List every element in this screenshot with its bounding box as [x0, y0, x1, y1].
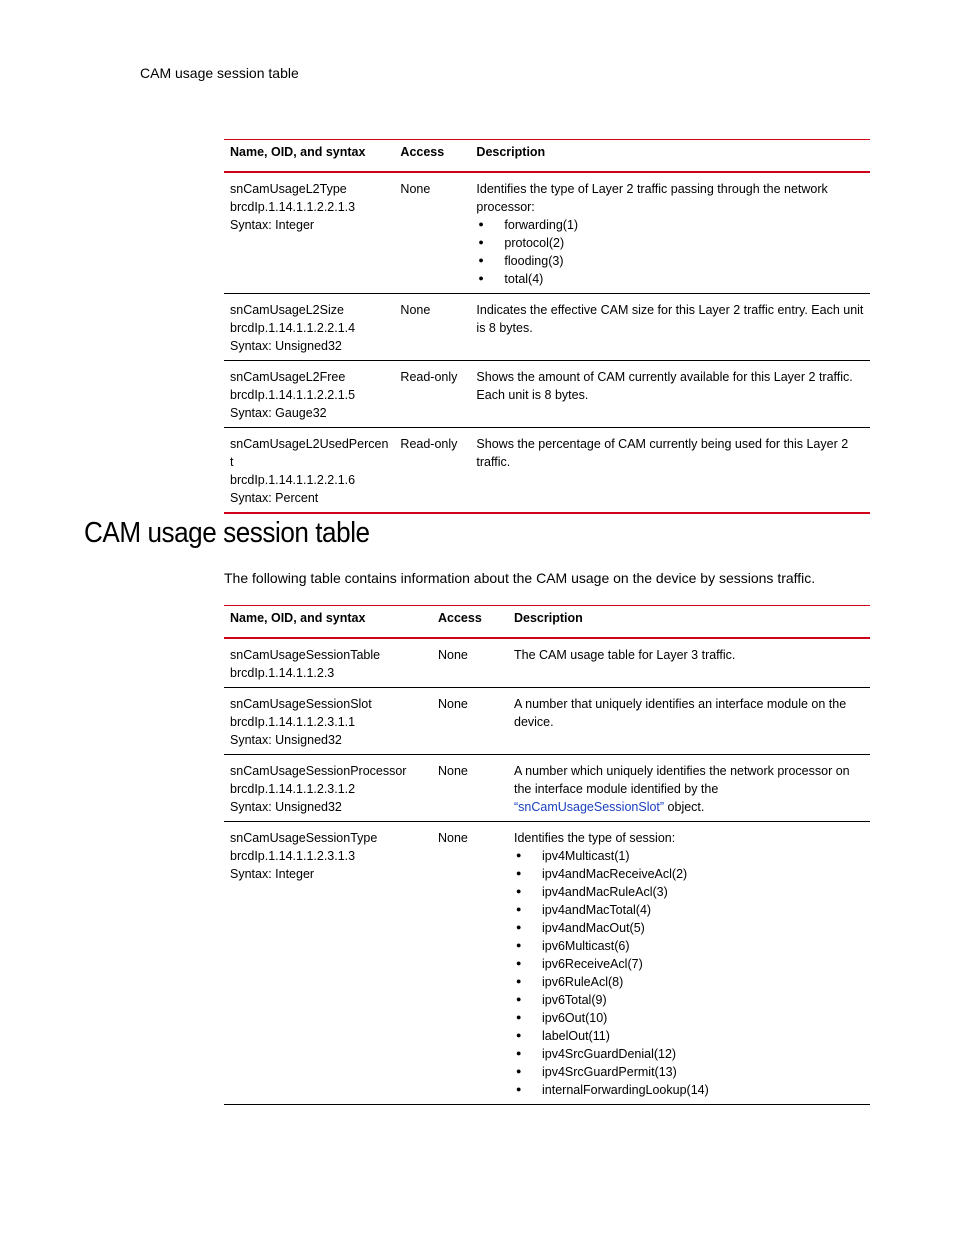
description-cell: The CAM usage table for Layer 3 traffic.	[514, 648, 736, 662]
object-syntax: Syntax: Unsigned32	[230, 339, 342, 353]
object-oid: brcdIp.1.14.1.1.2.3	[230, 666, 335, 680]
list-item: ● total(4)	[476, 270, 864, 288]
access-cell: Read-only	[400, 370, 458, 384]
list-item: ● ipv4andMacTotal(4)	[514, 901, 864, 919]
access-cell: None	[400, 182, 431, 196]
column-header-name: Name, OID, and syntax	[230, 145, 366, 159]
description-text-tail: object.	[664, 800, 705, 814]
list-item: ● protocol(2)	[476, 234, 864, 252]
table-header-row	[224, 140, 870, 173]
description-cell	[508, 822, 870, 1105]
object-name-wrap: t	[230, 455, 234, 469]
description-text: A number which uniquely identifies the network processor on the interface module identified by the	[514, 764, 850, 796]
list-item: ● flooding(3)	[476, 252, 864, 270]
list-item: ● forwarding(1)	[476, 216, 864, 234]
name-cell	[224, 822, 432, 1105]
object-name: snCamUsageSessionProcessor	[230, 764, 407, 778]
name-cell	[224, 638, 432, 688]
section-intro: The following table contains information about the CAM usage on the device by sessions traffic.	[224, 570, 816, 586]
object-syntax: Syntax: Unsigned32	[230, 733, 342, 747]
name-cell	[224, 361, 394, 428]
bullet-list	[514, 847, 864, 1099]
access-cell: Read-only	[400, 437, 458, 451]
list-item: ● ipv4SrcGuardDenial(12)	[514, 1045, 864, 1063]
table-row	[224, 638, 870, 688]
object-oid: brcdIp.1.14.1.1.2.2.1.4	[230, 321, 356, 335]
object-oid: brcdIp.1.14.1.1.2.2.1.3	[230, 200, 356, 214]
column-header-name: Name, OID, and syntax	[230, 611, 366, 625]
object-syntax: Syntax: Percent	[230, 491, 319, 505]
table-row	[224, 822, 870, 1105]
column-header-access: Access	[400, 145, 445, 159]
name-cell	[224, 688, 432, 755]
name-cell	[224, 755, 432, 822]
object-oid: brcdIp.1.14.1.1.2.3.1.3	[230, 849, 356, 863]
description-cell: Indicates the effective CAM size for this Layer 2 traffic entry. Each unit is 8 bytes.	[476, 303, 864, 335]
list-item: ● ipv4SrcGuardPermit(13)	[514, 1063, 864, 1081]
list-item: ● ipv6RuleAcl(8)	[514, 973, 864, 991]
table-row	[224, 688, 870, 755]
access-cell: None	[438, 764, 468, 778]
l2-usage-table	[224, 139, 870, 514]
list-item: ● labelOut(11)	[514, 1027, 864, 1045]
access-cell: None	[400, 303, 431, 317]
description-cell: A number that uniquely identifies an interface module on the device.	[514, 697, 847, 729]
object-name: snCamUsageL2Type	[230, 182, 347, 196]
object-syntax: Syntax: Integer	[230, 218, 315, 232]
list-item: ● ipv4andMacReceiveAcl(2)	[514, 865, 864, 883]
list-item: ● ipv4andMacRuleAcl(3)	[514, 883, 864, 901]
object-name: snCamUsageL2Free	[230, 370, 346, 384]
object-name: snCamUsageL2UsedPercen	[230, 437, 389, 451]
description-text: Identifies the type of Layer 2 traffic passing through the network processor:	[476, 182, 828, 214]
name-cell	[224, 172, 394, 294]
description-text: Identifies the type of session:	[514, 831, 676, 845]
access-cell: None	[438, 697, 468, 711]
table-header-row	[224, 606, 870, 639]
bullet-list	[476, 216, 864, 288]
column-header-description: Description	[514, 611, 583, 625]
object-syntax: Syntax: Gauge32	[230, 406, 327, 420]
object-name: snCamUsageL2Size	[230, 303, 344, 317]
object-syntax: Syntax: Unsigned32	[230, 800, 342, 814]
object-oid: brcdIp.1.14.1.1.2.2.1.5	[230, 388, 356, 402]
table-row	[224, 428, 870, 514]
running-header: CAM usage session table	[140, 65, 299, 81]
object-name: snCamUsageSessionSlot	[230, 697, 372, 711]
object-oid: brcdIp.1.14.1.1.2.3.1.2	[230, 782, 356, 796]
list-item: ● internalForwardingLookup(14)	[514, 1081, 864, 1099]
column-header-access: Access	[438, 611, 482, 625]
list-item: ● ipv6ReceiveAcl(7)	[514, 955, 864, 973]
name-cell	[224, 294, 394, 361]
name-cell	[224, 428, 394, 514]
table-row	[224, 172, 870, 294]
access-cell: None	[438, 831, 468, 845]
list-item: ● ipv4andMacOut(5)	[514, 919, 864, 937]
table-row	[224, 361, 870, 428]
access-cell: None	[438, 648, 468, 662]
list-item: ● ipv6Total(9)	[514, 991, 864, 1009]
object-name: snCamUsageSessionType	[230, 831, 378, 845]
table-row	[224, 294, 870, 361]
description-cell: Shows the percentage of CAM currently being used for this Layer 2 traffic.	[476, 437, 849, 469]
section-title: CAM usage session table	[84, 517, 370, 549]
object-oid: brcdIp.1.14.1.1.2.2.1.6	[230, 473, 356, 487]
object-oid: brcdIp.1.14.1.1.2.3.1.1	[230, 715, 356, 729]
description-cell	[508, 755, 870, 822]
list-item: ● ipv6Multicast(6)	[514, 937, 864, 955]
list-item: ● ipv6Out(10)	[514, 1009, 864, 1027]
description-cell: Shows the amount of CAM currently available for this Layer 2 traffic. Each unit is 8 bytes.	[476, 370, 853, 402]
list-item: ● ipv4Multicast(1)	[514, 847, 864, 865]
table-row	[224, 755, 870, 822]
session-usage-table	[224, 605, 870, 1105]
object-name: snCamUsageSessionTable	[230, 648, 381, 662]
cross-reference-link[interactable]: “snCamUsageSessionSlot”	[514, 800, 665, 814]
column-header-description: Description	[476, 145, 546, 159]
object-syntax: Syntax: Integer	[230, 867, 315, 881]
description-cell	[470, 172, 870, 294]
